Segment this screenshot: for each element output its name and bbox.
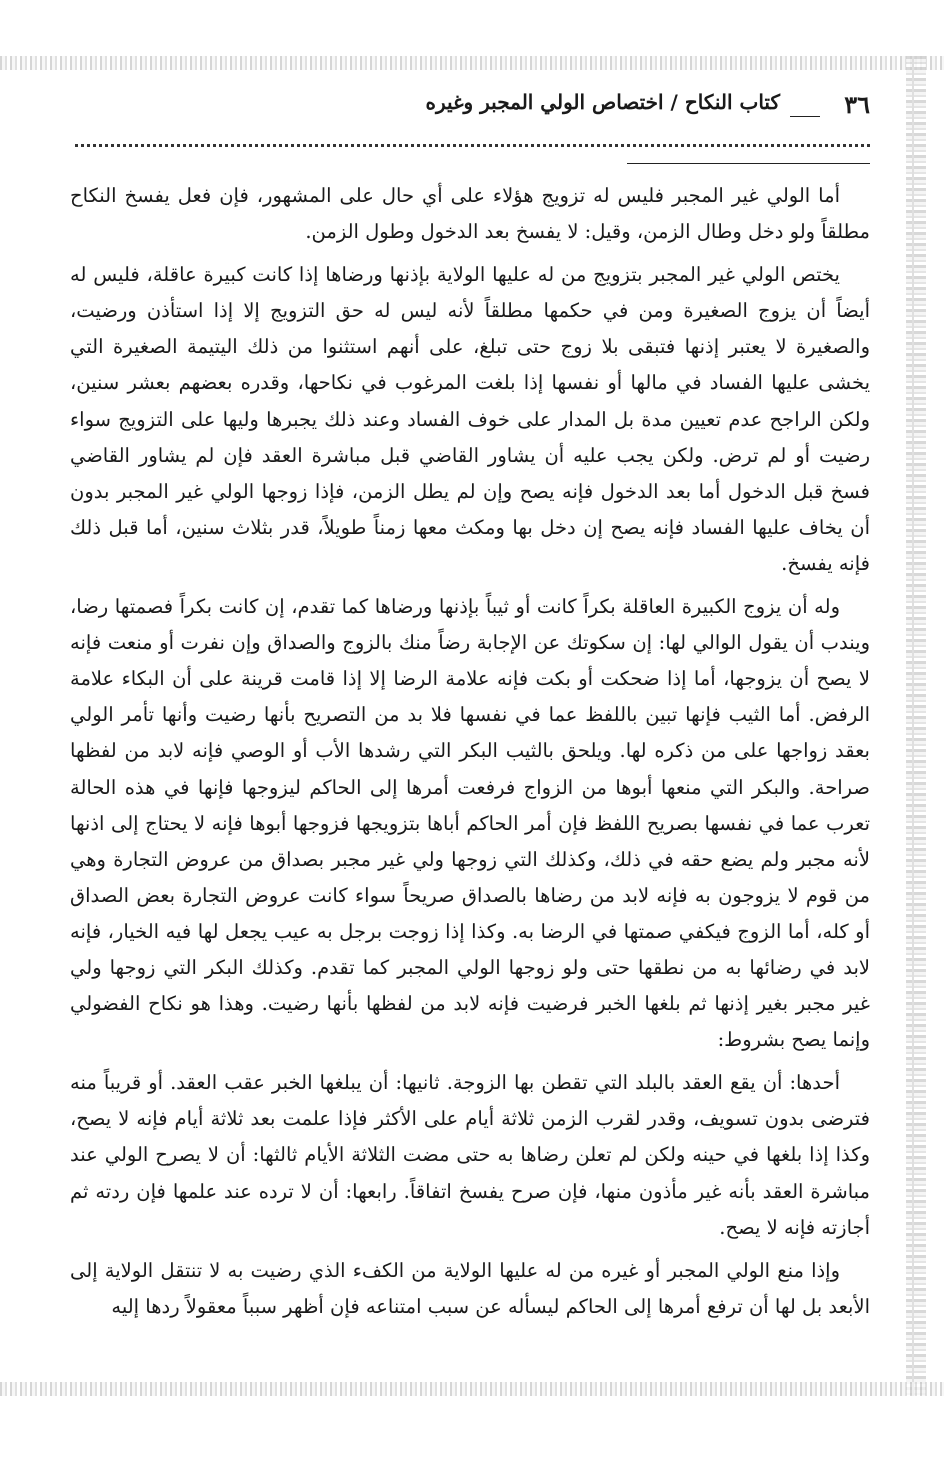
page-header bbox=[70, 90, 870, 126]
header-dotted-divider bbox=[75, 144, 870, 147]
paragraph-4: أحدها: أن يقع العقد بالبلد التي تقطن بها الزوجة. ثانيها: أن يبلغها الخبر عقب العقد. أو قريباً منه فترضى بدون تسويف، وقدر لقرب الزمن ثلاثة أيام على الأكثر فإذا علمت بعد ثلاثة أيام فإنه لا يصح، وكذا إذا بلغها في حينه ولكن لم تعلن رضاها به حتى مضت الثلاثة الأيام ثالثها: أن لا يصرح الولي عند مباشرة العقد بأنه غير مأذون منها، فإن صرح يفسخ اتفاقاً. رابعها: أن لا ترده عند علمها فإن ردته ثم أجازته فإنه لا يصح. bbox=[70, 1071, 870, 1239]
page-body bbox=[70, 178, 870, 1332]
section-rule bbox=[627, 163, 870, 164]
paragraph-3: وله أن يزوج الكبيرة العاقلة بكراً كانت أو ثيباً بإذنها ورضاها كما تقدم، إن كانت بكراً فصمتها رضا، ويندب أن يقول الوالي لها: إن سكوتك عن الإجابة رضاً منك بالزوج والصداق وإن نفرت أو منعت فإنه لا يصح أن يزوجها، أما إذا ضحكت أو بكت فإنه علامة الرضا إلا إذا قامت قرينة على أن البكاء علامة الرفض. أما الثيب فإنها تبين باللفظ عما في نفسها فلا بد من التصريح بأنها رضيت وأنها تأمر الولي بعقد زواجها على من ذكره لها. ويلحق بالثيب البكر التي رشدها الأب أو الوصي فإنه لابد من لفظها صراحة. والبكر التي منعها أبوها من الزواج فرفعت أمرها إلى الحاكم ليزوجها فإنها في هذه الحالة تعرب عما في نفسها بصريح اللفظ فإن أمر الحاكم أباها بتزويجها فزوجها أبوها فإنه لا يحتاج إلى اذنها لأنه مجبر ولم يضع حقه في ذلك، وكذلك التي زوجها ولي غير مجبر بصداق من عروض التجارة وهي من قوم لا يزوجون به فإنه لابد من رضاها بالصداق صريحاً سواء كانت عروض التجارة بعض الصداق أو كله، أما الزوج فيكفي صمتها في الرضا به. وكذا إذا زوجت برجل به عيب يجعل لها فيه الخيار، فإنه لابد في رضائها به من نطقها حتى ولو زوجها الولي المجبر كما تقدم. وكذلك البكر التي زوجها ولي غير مجبر بغير إذنها ثم بلغها الخبر فرضيت فإنه لابد من لفظها بأنها رضيت. وهذا هو نكاح الفضولي وإنما يصح بشروط: bbox=[70, 595, 870, 1052]
paragraph-5: وإذا منع الولي المجبر أو غيره من له عليها الولاية من الكفء الذي رضيت به لا تنتقل الولاية إلى الأبعد بل لها أن ترفع أمرها إلى الحاكم ليسأله عن سبب امتناعه فإن أظهر سبباً معقولاً ردها إليه bbox=[70, 1258, 870, 1318]
paragraph-1: أما الولي غير المجبر فليس له تزويج هؤلاء على أي حال على المشهور، فإن فعل يفسخ النكاح مطلقاً ولو دخل وطال الزمن، وقيل: لا يفسخ بعد الدخول وطول الزمن. bbox=[70, 184, 870, 244]
decorative-border-right bbox=[906, 56, 926, 1396]
header-rule bbox=[790, 116, 820, 117]
page-number: ٣٦ bbox=[844, 90, 870, 119]
decorative-border-top bbox=[0, 56, 944, 70]
running-title: كتاب النكاح / اختصاص الولي المجبر وغيره bbox=[425, 90, 780, 114]
decorative-border-bottom bbox=[0, 1382, 944, 1396]
paragraph-2: يختص الولي غير المجبر بتزويج من له عليها الولاية بإذنها ورضاها إذا كانت كبيرة عاقلة، فليس له أيضاً أن يزوج الصغيرة ومن في حكمها مطلقاً لأنه ليس له حق التزويج إلا إذا استأذن ورضيت، والصغيرة لا يعتبر إذنها فتبقى بلا زوج حتى تبلغ، على أنهم استثنوا من ذلك اليتيمة الصغيرة التي يخشى عليها الفساد في مالها أو نفسها إذا بلغت المرغوب في نكاحها، وقدره بعضهم بعشر سنين، ولكن الراجح عدم تعيين مدة بل المدار على خوف الفساد وعند ذلك يجبرها وليها على التزويج سواء رضيت أو لم ترض. ولكن يجب عليه أن يشاور القاضي قبل مباشرة العقد فإن لم يشاور القاضي فسخ قبل الدخول أما بعد الدخول فإنه يصح وإن لم يطل الزمن، فإذا زوجها الولي غير المجبر بدون أن يخاف عليها الفساد فإنه يصح إن دخل بها ومكث معها زمناً طويلاً، قدر بثلاث سنين، أما قبل ذلك فإنه يفسخ. bbox=[70, 263, 870, 575]
